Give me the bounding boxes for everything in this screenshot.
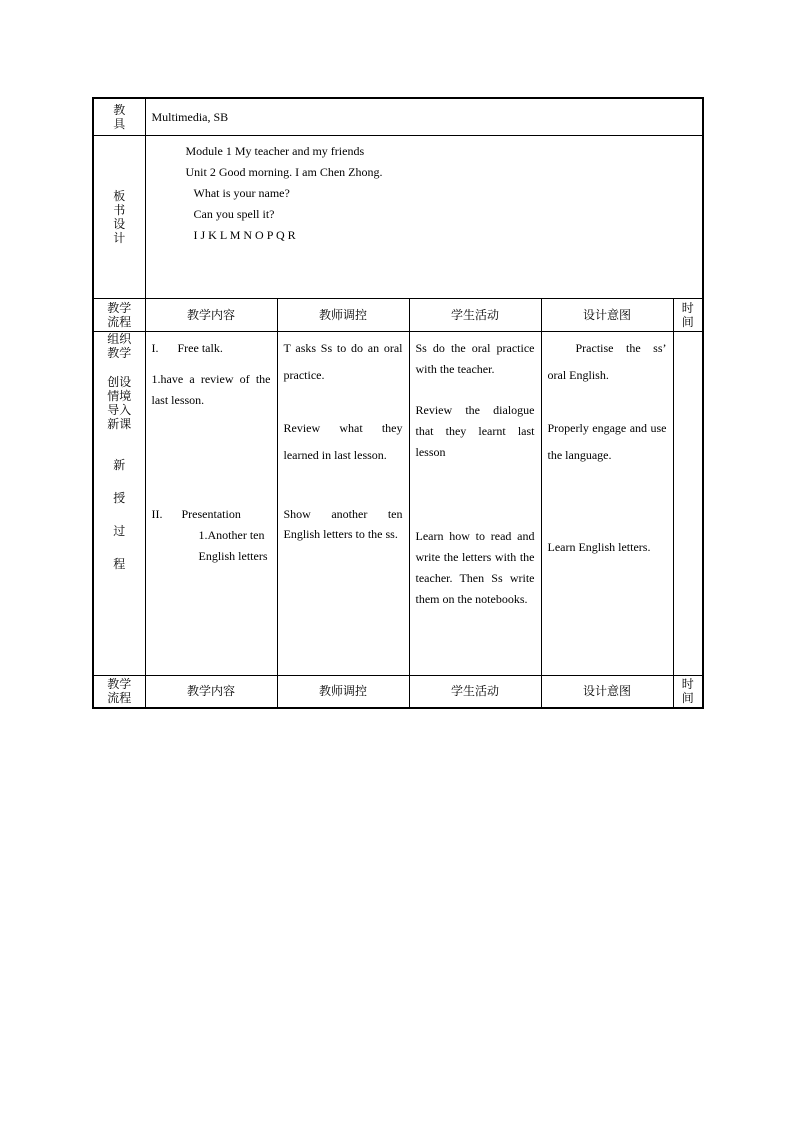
- board-line-unit: Unit 2 Good morning. I am Chen Zhong.: [185, 164, 383, 179]
- header-teacher: 教师调控: [277, 298, 409, 331]
- board-design-label: 板 书 设 计: [93, 135, 145, 298]
- materials-row: [93, 98, 703, 135]
- content-item1: I. Free talk.: [151, 340, 223, 355]
- footer-teacher: 教师调控: [277, 675, 409, 708]
- board-line-letters: I J K L M N O P Q R: [193, 227, 296, 242]
- student-p3: Learn how to read and write the letters with the teacher. Then Ss write them on the notebooks.: [415, 528, 535, 606]
- content-item1-sub: 1.have a review of the last lesson.: [151, 371, 271, 407]
- materials-label: 教 具: [93, 98, 145, 135]
- header-student: 学生活动: [409, 298, 541, 331]
- student-p1: Ss do the oral practice with the teacher.: [415, 340, 535, 376]
- footer-flow-label: 教学 流程: [93, 675, 145, 708]
- header-flow-label: 教学 流程: [93, 298, 145, 331]
- student-p2: Review the dialogue that they learnt last lesson: [415, 402, 535, 459]
- content-item2: II. Presentation: [151, 506, 241, 521]
- teacher-column: [277, 331, 409, 675]
- board-design-row: [93, 135, 703, 298]
- header-row-top: [93, 298, 703, 331]
- materials-value: Multimedia, SB: [145, 98, 703, 135]
- teacher-p3: Show another ten English letters to the ss.: [283, 506, 403, 541]
- intent-p2: Properly engage and use the language.: [547, 420, 667, 462]
- footer-intent: 设计意图: [541, 675, 673, 708]
- time-column: [673, 331, 703, 675]
- intent-p1: Practise the ss’ oral English.: [547, 340, 667, 382]
- footer-time-label: 时 间: [673, 675, 703, 708]
- intent-column: [541, 331, 673, 675]
- student-column: [409, 331, 541, 675]
- content-item2-sub: 1.Another ten English letters: [198, 527, 268, 563]
- footer-content: 教学内容: [145, 675, 277, 708]
- teacher-p1: T asks Ss to do an oral practice.: [283, 340, 403, 382]
- header-time-label: 时 间: [673, 298, 703, 331]
- footer-student: 学生活动: [409, 675, 541, 708]
- board-line-question2: Can you spell it?: [193, 206, 275, 221]
- flow-stages: 组织 教学 创设 情境 导入 新课 新 授 过 程: [93, 331, 145, 675]
- intent-p3: Learn English letters.: [547, 539, 651, 554]
- teacher-p2: Review what they learned in last lesson.: [283, 420, 403, 462]
- header-intent: 设计意图: [541, 298, 673, 331]
- board-line-question1: What is your name?: [193, 185, 290, 200]
- body-row: [93, 331, 703, 675]
- board-line-module: Module 1 My teacher and my friends: [185, 143, 365, 158]
- header-content: 教学内容: [145, 298, 277, 331]
- board-design-content: [145, 135, 703, 298]
- header-row-bottom: [93, 675, 703, 708]
- lesson-plan-table: [92, 97, 704, 709]
- content-column: [145, 331, 277, 675]
